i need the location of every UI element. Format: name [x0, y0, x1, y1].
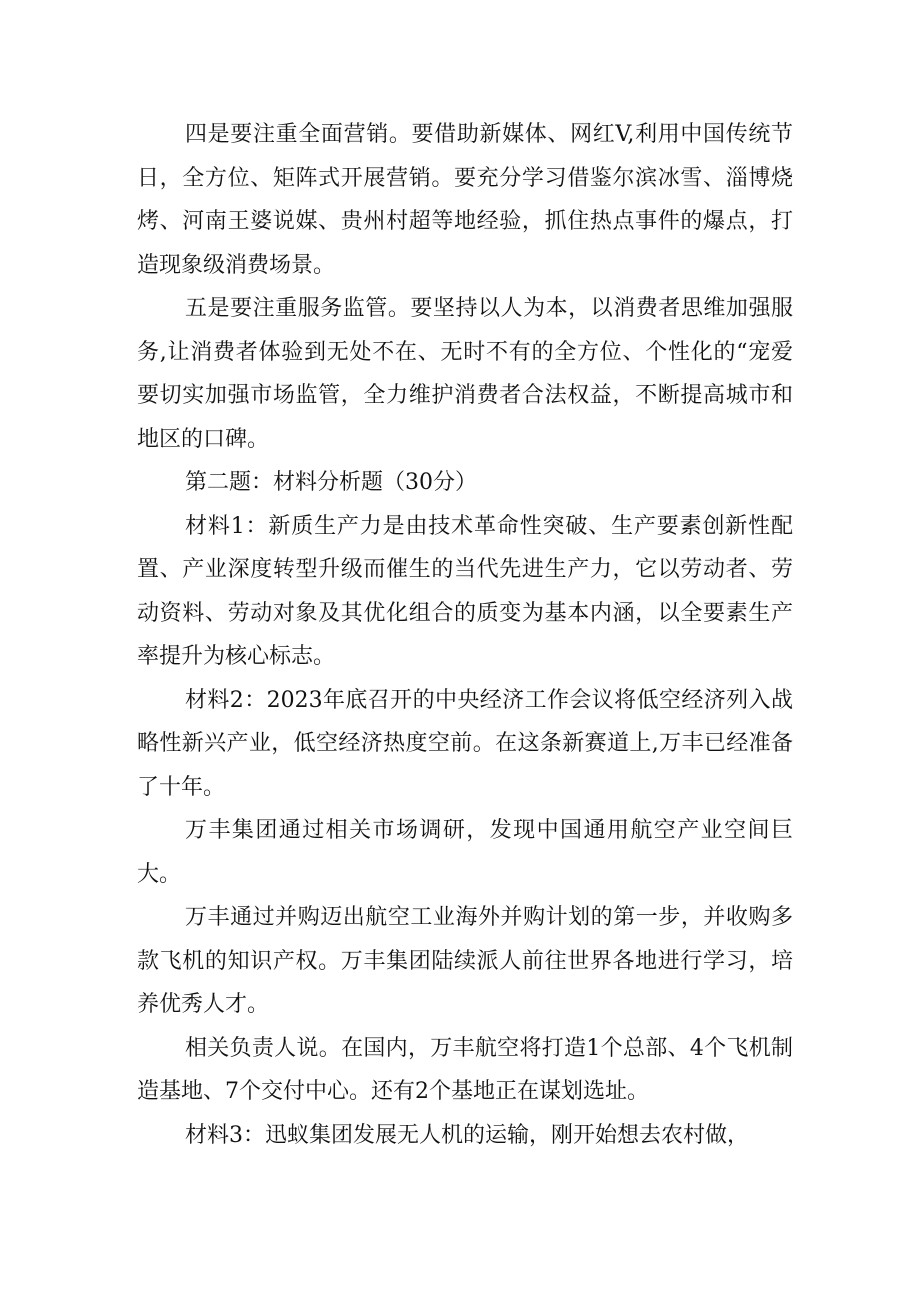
paragraph-material-2: 材料2：2023年底召开的中央经济工作会议将低空经济列入战略性新兴产业，低空经济热度空前。在这条新赛道上,万丰已经准备了十年。	[137, 687, 793, 800]
paragraph-marketing: 四是要注重全面营销。要借助新媒体、网红V,利用中国传统节日，全方位、矩阵式开展营销。要充分学习借鉴尔滨冰雪、淄博烧烤、河南王婆说媒、贵州村超等地经验，抓住热点事件的爆点，打造现象级消费场景。	[137, 122, 793, 278]
paragraph-wanfeng-plan: 相关负责人说。在国内，万丰航空将打造1个总部、4个飞机制造基地、7个交付中心。还有2个基地正在谋划选址。	[137, 1035, 793, 1104]
question-two-heading: 第二题：材料分析题（30分）	[185, 470, 477, 495]
paragraph-material-3: 材料3：迅蚁集团发展无人机的运输，刚开始想去农村做，	[185, 1122, 749, 1148]
paragraph-wanfeng-acquisition: 万丰通过并购迈出航空工业海外并购计划的第一步，并收购多款飞机的知识产权。万丰集团陆续派人前往世界各地进行学习，培养优秀人才。	[137, 905, 793, 1017]
paragraph-service-supervision: 五是要注重服务监管。要坚持以人为本，以消费者思维加强服务,让消费者体验到无处不在、无时不有的全方位、个性化的“宠爱要切实加强市场监管，全力维护消费者合法权益，不断提高城市和地区的口碑。	[137, 296, 793, 452]
paragraph-wanfeng-research: 万丰集团通过相关市场调研，发现中国通用航空产业空间巨大。	[137, 818, 793, 887]
document-body	[137, 113, 793, 1157]
paragraph-material-1: 材料1：新质生产力是由技术革命性突破、生产要素创新性配置、产业深度转型升级而催生的当代先进生产力，它以劳动者、劳动资料、劳动对象及其优化组合的质变为基本内涵，以全要素生产率提升为核心标志。	[137, 513, 793, 669]
